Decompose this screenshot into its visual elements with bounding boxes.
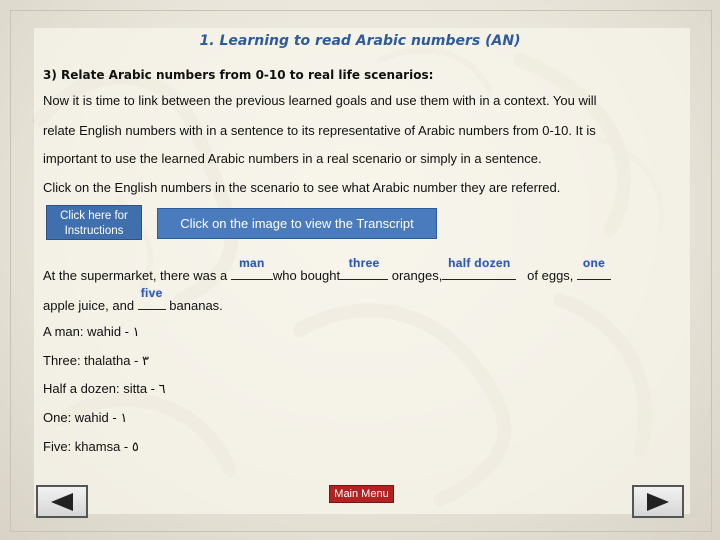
instructions-button[interactable] [46,205,142,240]
intro-line-3: important to use the learned Arabic numbers in a real scenario or simply in a sentence. [43,151,542,166]
blank-one[interactable] [577,256,611,280]
scenario-line-2 [43,286,223,313]
answer-item-en: Three: thalatha - [43,353,142,368]
answer-item-en: Half a dozen: sitta - [43,381,159,396]
answer-item-en: One: wahid - [43,410,121,425]
answer-item [43,381,166,397]
instructions-label-2: Instructions [64,224,124,237]
answer-item [43,353,149,369]
answer-one[interactable]: one [582,256,606,270]
answer-half-dozen[interactable]: half dozen [448,256,511,270]
answer-item-ar: ٣ [142,354,149,369]
answer-five[interactable]: five [140,286,163,300]
answer-item-ar: ١ [132,325,140,340]
next-button[interactable] [632,485,684,518]
blank-three[interactable] [340,256,388,280]
blank-man[interactable] [231,256,273,280]
blank-half-dozen[interactable] [442,256,516,280]
blank-five[interactable] [138,286,166,310]
scenario-text-5: apple juice, and [43,298,138,313]
scenario-line-1 [43,256,611,283]
scenario-text-4: of eggs, [523,268,578,283]
main-menu-button[interactable]: Main Menu [329,485,394,503]
answer-item-en: Five: khamsa - [43,439,132,454]
scenario-text-1: At the supermarket, there was a [43,268,231,283]
intro-line-1: Now it is time to link between the previous learned goals and use them with in a context. You will [43,93,597,108]
answer-item-ar: ٦ [158,382,166,397]
answer-item [43,324,140,340]
intro-line-2: relate English numbers with in a sentence to its representative of Arabic numbers from 0-10. It is [43,123,596,138]
transcript-button[interactable]: Click on the image to view the Transcript [157,208,437,239]
answer-three[interactable]: three [348,256,380,270]
answer-item [43,439,139,455]
answer-item-ar: ١ [120,411,128,426]
triangle-left-icon [47,491,77,513]
scenario-text-2: who bought [272,268,341,283]
answer-item [43,410,127,426]
scenario-text-3: oranges, [388,268,443,283]
prev-button[interactable] [36,485,88,518]
triangle-right-icon [643,491,673,513]
answer-man[interactable]: man [239,256,265,270]
instructions-label-1: Click here for [60,209,128,222]
page-title: 1. Learning to read Arabic numbers (AN) [199,33,521,49]
intro-line-4: Click on the English numbers in the scenario to see what Arabic number they are referred. [43,180,561,195]
scenario-text-6: bananas. [165,298,223,313]
answer-item-en: A man: wahid - [43,324,133,339]
section-heading: 3) Relate Arabic numbers from 0-10 to real life scenarios: [43,68,434,82]
answer-item-ar: ٥ [131,440,139,455]
